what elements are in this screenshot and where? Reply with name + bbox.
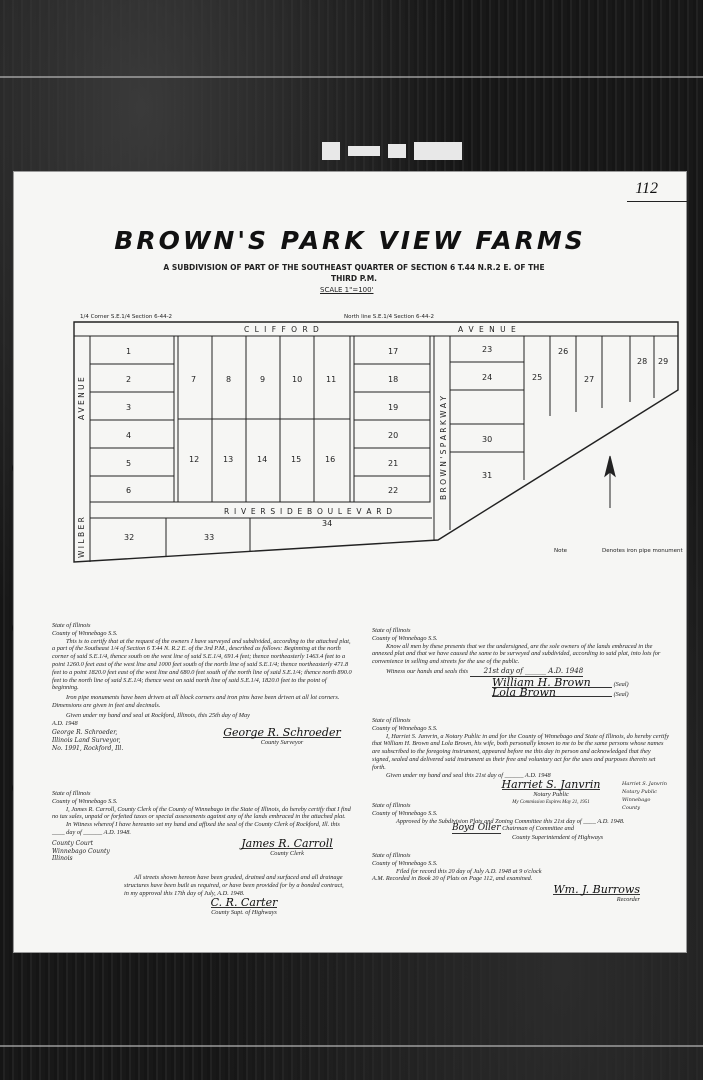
cert-county: County of Winnebago S.S. — [52, 797, 118, 805]
cert-county: County of Winnebago S.S. — [372, 809, 438, 817]
cert-state: State of Illinois — [372, 627, 411, 634]
cert-date: 21st day of ______ A.D. 1948 — [470, 668, 584, 677]
cert-body: I, James R. Carroll, County Clerk of the County of Winnebago in the State of Illinois, do hereby certify that I find no tax sales, unpaid or forfeited taxes or special assessments against any of the lands embraced in the attached plat. — [52, 805, 351, 821]
recorder-signature: Wm. J. Burrows — [553, 883, 640, 897]
plat-corner-note: 1/4 Corner S.E.1/4 Section 6-44-2 — [80, 314, 173, 320]
recorder-role: Recorder — [616, 895, 640, 903]
notary-seal: Harriet S. Janvrin Notary Public Winnebago County — [622, 781, 667, 811]
cert-county: County of Winnebago S.S. — [52, 629, 118, 637]
owner-signature: William H. Brown — [492, 679, 612, 688]
chairman-role: Chairman of Committee and — [502, 825, 574, 833]
lot-label: 6 — [126, 486, 132, 495]
plat-sheet — [14, 172, 686, 952]
cert-given: Given under my hand and seal at Rockford, Illinois, this 25th day of May — [66, 711, 250, 719]
lot-label: 15 — [291, 455, 302, 464]
lot-label: 10 — [292, 375, 303, 384]
lot-label: 25 — [532, 373, 543, 382]
lot-label: 27 — [584, 375, 595, 384]
surveyor-certificate — [52, 622, 352, 753]
lot-label: 17 — [388, 347, 399, 356]
lot-label: 18 — [388, 375, 399, 384]
street-avenue-top: A V E N U E — [458, 325, 518, 334]
notary-role: Notary Public — [533, 791, 569, 799]
clerk-signature: James R. Carroll — [241, 836, 333, 850]
highway-role: County Supt. of Highways — [211, 909, 277, 917]
lot-label: 3 — [126, 403, 132, 412]
page-number: 112 — [635, 180, 658, 197]
plat-map — [54, 300, 694, 600]
lot-label: 4 — [126, 431, 132, 440]
plat-subtitle — [104, 262, 604, 284]
surveyor-role: County Surveyor — [260, 739, 304, 747]
lot-label: 20 — [388, 431, 399, 440]
plat-note: Note — [554, 548, 568, 554]
cert-body: This is to certify that at the request of the owners I have surveyed and subdivided, according to the attached plat, a part of the Southeast 1/4 of Section 6 T.44 N. R.2 E. of the 3rd P.M., described as follows: Beginning at the north corner of said S.E.1/4, thence south on the west line of said S.E.1/4, 691.4 feet; thence northeasterly 1463.4 feet to a point 1260.0 feet east of the west line and 1000 feet south of the north line of said S.E.1/4; thence northeasterly 471.8 feet to a point 1820.0 feet east of the west line and 680.0 feet south of the north line of said S.E.1/4; thence north 890.0 feet to the north line of said S.E.1/4; thence west on said north line of said S.E.1/4, 1820.0 feet to the point of beginning. — [52, 637, 352, 692]
street-clifford: C L I F F O R D — [244, 325, 321, 334]
clerk-role: County Clerk — [270, 849, 304, 857]
street-wilber: W I L B E R — [77, 517, 86, 558]
seal-label: (Seal) — [613, 690, 629, 698]
lot-label: 33 — [204, 533, 215, 542]
lot-label: 11 — [326, 375, 337, 384]
highway-certificate — [124, 874, 364, 917]
lot-label: 31 — [482, 471, 493, 480]
owners-certificate — [372, 627, 670, 698]
supt-role: County Superintendent of Highways — [512, 834, 604, 842]
lot-label: 12 — [189, 455, 200, 464]
cert-state: State of Illinois — [52, 790, 91, 797]
subtitle-line: A SUBDIVISION OF PART OF THE SOUTHEAST QUARTER OF SECTION 6 T.44 N.R.2 E. OF THE — [163, 263, 545, 272]
street-riverside: R I V E R S I D E B O U L E V A R D — [224, 507, 394, 516]
highway-signature: C. R. Carter — [210, 896, 278, 910]
cert-witness: In Witness whereof I have hereunto set my hand and affixed the seal of the County Clerk of Rockford, Ill. this ____ day of ______ A.D. 1948. — [52, 821, 340, 836]
lot-label: 22 — [388, 486, 399, 495]
notary-commission: My Commission Expires May 21, 1951 — [512, 799, 590, 805]
lot-label: 8 — [226, 375, 232, 384]
lot-label: 21 — [388, 459, 399, 468]
cert-filed: Filed for record this 20 day of July A.D. 1948 at 9 o'clock — [396, 867, 542, 875]
scale-label: SCALE 1"=100' — [320, 286, 374, 294]
scan-streak — [0, 1045, 703, 1047]
cert-witness: Witness our hands and seals this — [386, 667, 469, 675]
cert-approval: in my approval this 17th day of July, A.D. 1948. — [124, 889, 245, 897]
lot-label: 2 — [126, 375, 132, 384]
lot-label: 1 — [126, 347, 132, 356]
lot-label: 26 — [558, 347, 569, 356]
subtitle-line: THIRD P.M. — [330, 274, 378, 283]
cert-state: State of Illinois — [372, 852, 411, 859]
cert-county: County of Winnebago S.S. — [372, 634, 438, 642]
clerk-certificate — [52, 790, 352, 863]
cert-state: State of Illinois — [52, 622, 91, 629]
committee-certificate — [372, 802, 670, 842]
surveyor-seal: George R. Schroeder, Illinois Land Surveyor, No. 1991, Rockford, Ill. — [52, 729, 124, 752]
cert-year: A.D. 1948 — [52, 719, 78, 727]
cert-body: All streets shown hereon have been graded, drained and surfaced and all drainage structures have been built as required, or have been provided for by a bonded contract, — [124, 874, 344, 889]
plat-north-line-note: North line S.E.1/4 Section 6-44-2 — [344, 314, 435, 320]
lot-label: 23 — [482, 345, 493, 354]
lot-label: 9 — [260, 375, 266, 384]
surveyor-signature: George R. Schroeder — [223, 726, 341, 740]
cert-pipe-note: Iron pipe monuments have been driven at all block corners and iron pins have been driven at all lot corners. Dimensions are given in feet and decimals. — [52, 694, 340, 709]
cert-state: State of Illinois — [372, 717, 411, 724]
cert-body: I, Harriet S. Janvrin, a Notary Public in and for the County of Winnebago and State of Illinois, do hereby certify that William H. Brown and Lola Brown, his wife, both personally known to me to be the same persons whose names are subscribed to the foregoing instrument, appeared before me this day in person and acknowledged that they signed, sealed and delivered said instrument as their free and voluntary act for the uses and purposes therein set forth. — [372, 732, 670, 771]
notary-certificate — [372, 717, 670, 813]
lot-label: 16 — [325, 455, 336, 464]
lot-label: 19 — [388, 403, 399, 412]
cert-body: Know all men by these presents that we the undersigned, are the sole owners of the lands embraced in the annexed plat and that we have caused the same to be surveyed and subdivided, according to said plat, into lots for convenience in selling and streets for the use of the public. — [372, 642, 661, 666]
owner-signature: Lola Brown — [492, 689, 612, 698]
lot-label: 30 — [482, 435, 493, 444]
lot-label: 5 — [126, 459, 132, 468]
notary-signature: Harriet S. Janvrin — [501, 778, 601, 792]
header-stamp — [322, 138, 482, 164]
lot-labels — [124, 345, 668, 542]
lot-label: 34 — [322, 519, 333, 528]
cert-county: County of Winnebago S.S. — [372, 724, 438, 732]
plat-title: BROWN'S PARK VIEW FARMS — [114, 226, 586, 255]
cert-body: Approved by the Subdivision Plats and Zoning Committee this 21st day of ____ A.D. 1948. — [396, 817, 625, 825]
plat-legend: Denotes iron pipe monument — [602, 548, 683, 554]
chairman-signature: Boyd Oller — [452, 823, 501, 834]
street-avenue-left: A V E N U E — [77, 377, 86, 420]
lot-label: 28 — [637, 357, 648, 366]
scan-streak — [0, 76, 703, 78]
lot-label: 24 — [482, 373, 493, 382]
lot-label: 29 — [658, 357, 669, 366]
lot-label: 14 — [257, 455, 268, 464]
clerk-seal: County Court Winnebago County Illinois — [52, 839, 110, 863]
lot-label: 7 — [191, 375, 197, 384]
street-browns-parkway: B R O W N ' S P A R K W A Y — [439, 395, 448, 500]
cert-recorded: A.M. Recorded in Book 20 of Plats on Page 112, and examined. — [372, 875, 533, 883]
cert-county: County of Winnebago S.S. — [372, 859, 438, 867]
cert-given: Given under my hand and seal this 21st day of ______ A.D. 1948 — [386, 771, 551, 779]
recorder-certificate — [372, 852, 670, 904]
seal-label: (Seal) — [613, 680, 629, 688]
lot-label: 32 — [124, 533, 135, 542]
lot-label: 13 — [223, 455, 234, 464]
cert-state: State of Illinois — [372, 802, 411, 809]
